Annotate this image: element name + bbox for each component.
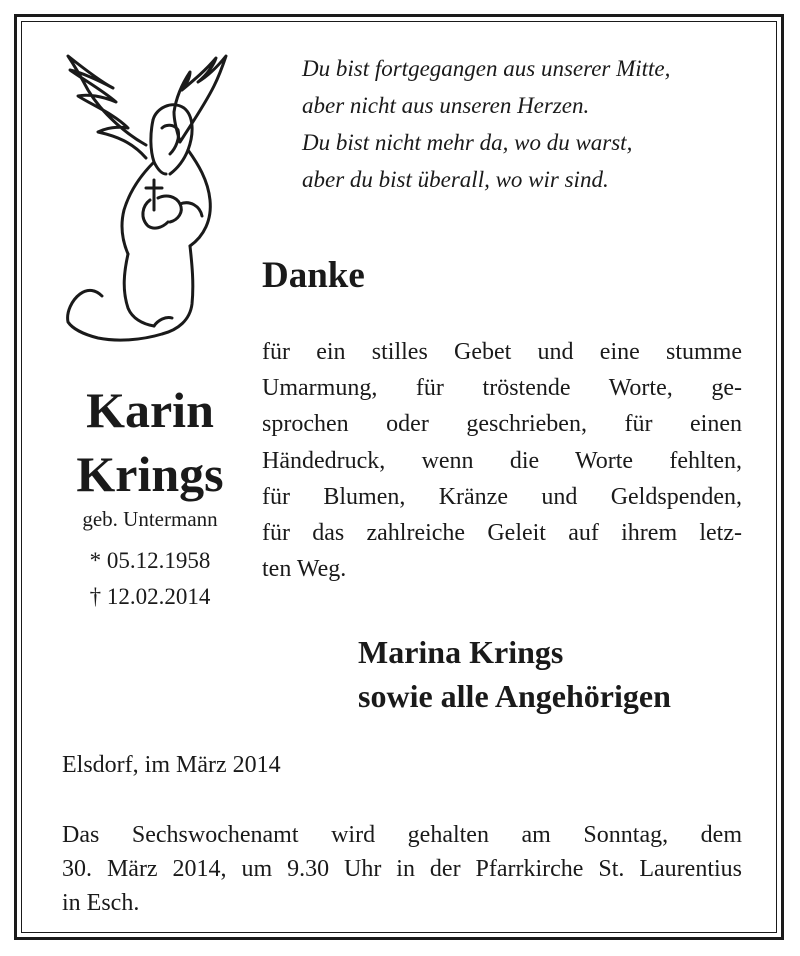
thanks-line: Umarmung, für tröstende Worte, ge-: [262, 375, 742, 402]
thanks-line: sprochen oder geschrieben, für einen: [262, 411, 742, 438]
angel-illustration: [58, 50, 238, 355]
poem-line: aber du bist überall, wo wir sind.: [302, 167, 609, 192]
poem-line: Du bist nicht mehr da, wo du warst,: [302, 130, 633, 155]
thanks-line: für das zahlreiche Geleit auf ihrem letz-: [262, 519, 742, 546]
thanks-line: ten Weg.: [262, 556, 347, 583]
service-line: in Esch.: [62, 890, 140, 916]
birth-date: * 05.12.1958: [89, 548, 211, 573]
thanks-line: für Blumen, Kränze und Geldspenden,: [262, 483, 742, 510]
deceased-first-name: Karin: [86, 382, 214, 438]
mourner-line: Marina Krings: [358, 634, 564, 670]
deceased-last-name: Krings: [76, 446, 224, 502]
service-line: 30. März 2014, um 9.30 Uhr in der Pfarrkirche St. Laurentius: [62, 856, 742, 882]
deceased-birth-name: geb. Untermann: [82, 507, 218, 531]
thanks-heading: Danke: [262, 255, 365, 296]
poem-line: Du bist fortgegangen aus unserer Mitte,: [302, 56, 671, 81]
service-notice: [62, 818, 742, 920]
mourners: [358, 630, 671, 718]
poem: [302, 50, 762, 198]
death-date: † 12.02.2014: [89, 584, 211, 609]
mourner-line: sowie alle Angehörigen: [358, 678, 671, 714]
place-date: Elsdorf, im März 2014: [62, 752, 281, 778]
thanks-line: Händedruck, wenn die Worte fehlten,: [262, 447, 742, 474]
poem-line: aber nicht aus unseren Herzen.: [302, 93, 590, 118]
thanks-line: für ein stilles Gebet und eine stumme: [262, 339, 742, 365]
thanks-text: [262, 334, 742, 587]
service-line: Das Sechswochenamt wird gehalten am Sonntag, dem: [62, 822, 742, 848]
